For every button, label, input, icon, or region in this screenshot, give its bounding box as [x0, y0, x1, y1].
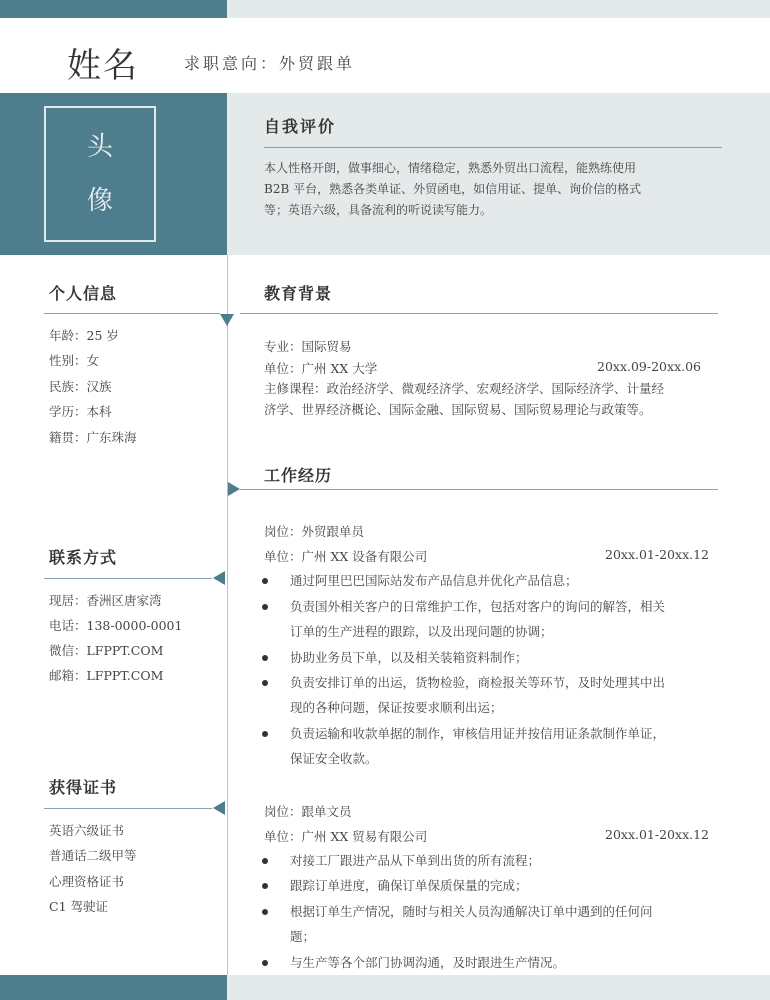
triangle-marker-icon: [220, 314, 234, 326]
info-gender: 性别：女: [49, 353, 100, 368]
bullet-dot-icon: [262, 960, 268, 966]
job-duty-line: 负责运输和收款单据的制作，审核信用证并按信用证条款制作单证，: [290, 726, 666, 741]
bullet-dot-icon: [262, 883, 268, 889]
education-title: 教育背景: [264, 284, 333, 303]
bottom-light-bar: [227, 975, 770, 1000]
job-duty-line: 负责安排订单的出运，货物检验，商检报关等环节，及时处理其中出: [290, 675, 666, 690]
job-duty: [290, 594, 718, 644]
bullet-dot-icon: [262, 655, 268, 661]
job-duty: [290, 670, 718, 720]
top-light-bar: [227, 0, 770, 18]
bullet-dot-icon: [262, 909, 268, 915]
contact-phone: 电话：138-0000-0001: [49, 618, 183, 633]
edu-courses-line: 济学、世界经济概论、国际金融、国际贸易、国际贸易理论与政策等。: [264, 402, 652, 417]
edu-school: 单位：广州 XX 大学: [264, 361, 378, 376]
job-duty-line: 与生产等各个部门协调沟通，及时跟进生产情况。: [290, 955, 566, 970]
job-duty: [290, 899, 718, 949]
self-eval-text: [264, 158, 716, 221]
bullet-dot-icon: [262, 604, 268, 610]
info-ethnicity: 民族：汉族: [49, 379, 112, 394]
work-divider: [240, 489, 718, 490]
self-eval-line: 本人性格开朗，做事细心，情绪稳定，熟悉外贸出口流程，能熟练使用: [264, 161, 637, 175]
job-position: 岗位：外贸跟单员: [264, 524, 365, 539]
self-eval-line: B2B 平台，熟悉各类单证、外贸函电，如信用证、提单、询价信的格式: [264, 182, 642, 196]
job-duty: [290, 645, 718, 670]
triangle-marker-icon: [228, 482, 240, 496]
job-duty-line: 根据订单生产情况，随时与相关人员沟通解决订单中遇到的任何问: [290, 904, 653, 919]
job-duty-line: 订单的生产进程的跟踪，以及出现问题的协调；: [290, 624, 553, 639]
job-duty: [290, 848, 718, 873]
personal-info-divider: [44, 313, 220, 314]
info-education: 学历：本科: [49, 404, 112, 419]
column-divider: [227, 255, 228, 975]
resume-name: 姓名: [67, 46, 139, 86]
work-title: 工作经历: [264, 466, 333, 485]
triangle-marker-icon: [213, 571, 225, 585]
contact-wechat: 微信：LFPPT.COM: [49, 643, 164, 658]
job-duty-line: 对接工厂跟进产品从下单到出货的所有流程；: [290, 853, 541, 868]
contact-divider: [44, 578, 212, 579]
self-eval-line: 等；英语六级，具备流利的听说读写能力。: [264, 203, 493, 217]
triangle-marker-icon: [213, 801, 225, 815]
job-duty-line: 现的各种问题，保证按要求顺利出运；: [290, 700, 503, 715]
job-intent: 求职意向：外贸跟单: [184, 54, 356, 73]
job-duty-line: 跟踪订单进度，确保订单保质保量的完成；: [290, 878, 528, 893]
education-divider: [240, 313, 718, 314]
bullet-dot-icon: [262, 731, 268, 737]
edu-courses-line: 主修课程：政治经济学、微观经济学、宏观经济学、国际经济学、计量经: [264, 381, 665, 396]
job-duty-line: 保证安全收款。: [290, 751, 378, 766]
bottom-accent-bar: [0, 975, 227, 1000]
cert-item: 心理资格证书: [49, 874, 125, 889]
cert-item: 英语六级证书: [49, 823, 125, 838]
top-accent-bar: [0, 0, 227, 18]
bullet-dot-icon: [262, 858, 268, 864]
bullet-dot-icon: [262, 680, 268, 686]
job-duty: [290, 568, 718, 593]
job-duty: [290, 950, 718, 975]
certs-divider: [44, 808, 212, 809]
contact-title: 联系方式: [49, 548, 118, 567]
contact-email: 邮箱：LFPPT.COM: [49, 668, 164, 683]
job-position: 岗位：跟单文员: [264, 804, 352, 819]
job-company: 单位：广州 XX 设备有限公司: [264, 549, 428, 564]
self-eval-divider: [264, 147, 722, 148]
edu-major: 专业：国际贸易: [264, 339, 352, 354]
job-duty: [290, 721, 718, 771]
self-eval-title: 自我评价: [264, 117, 337, 136]
avatar-char-1: 头: [86, 132, 113, 162]
bullet-dot-icon: [262, 578, 268, 584]
job-company: 单位：广州 XX 贸易有限公司: [264, 829, 428, 844]
avatar-placeholder: [44, 106, 156, 242]
avatar-char-2: 像: [86, 186, 113, 216]
info-age: 年龄：25 岁: [49, 328, 119, 343]
job-duty-line: 题；: [290, 929, 316, 944]
cert-item: C1 驾驶证: [49, 899, 108, 914]
job-duty-line: 负责国外相关客户的日常维护工作，包括对客户的询问的解答，相关: [290, 599, 666, 614]
job-duty-line: 协助业务员下单，以及相关装箱资料制作；: [290, 650, 528, 665]
job-duty: [290, 873, 718, 898]
job-date: 20xx.01-20xx.12: [605, 827, 709, 842]
job-date: 20xx.01-20xx.12: [605, 547, 709, 562]
contact-address: 现居：香洲区唐家湾: [49, 593, 162, 608]
personal-info-title: 个人信息: [49, 284, 118, 303]
info-hometown: 籍贯：广东珠海: [49, 430, 137, 445]
certs-title: 获得证书: [49, 778, 118, 797]
cert-item: 普通话二级甲等: [49, 848, 137, 863]
edu-date: 20xx.09-20xx.06: [597, 359, 701, 374]
job-duty-line: 通过阿里巴巴国际站发布产品信息并优化产品信息；: [290, 573, 578, 588]
